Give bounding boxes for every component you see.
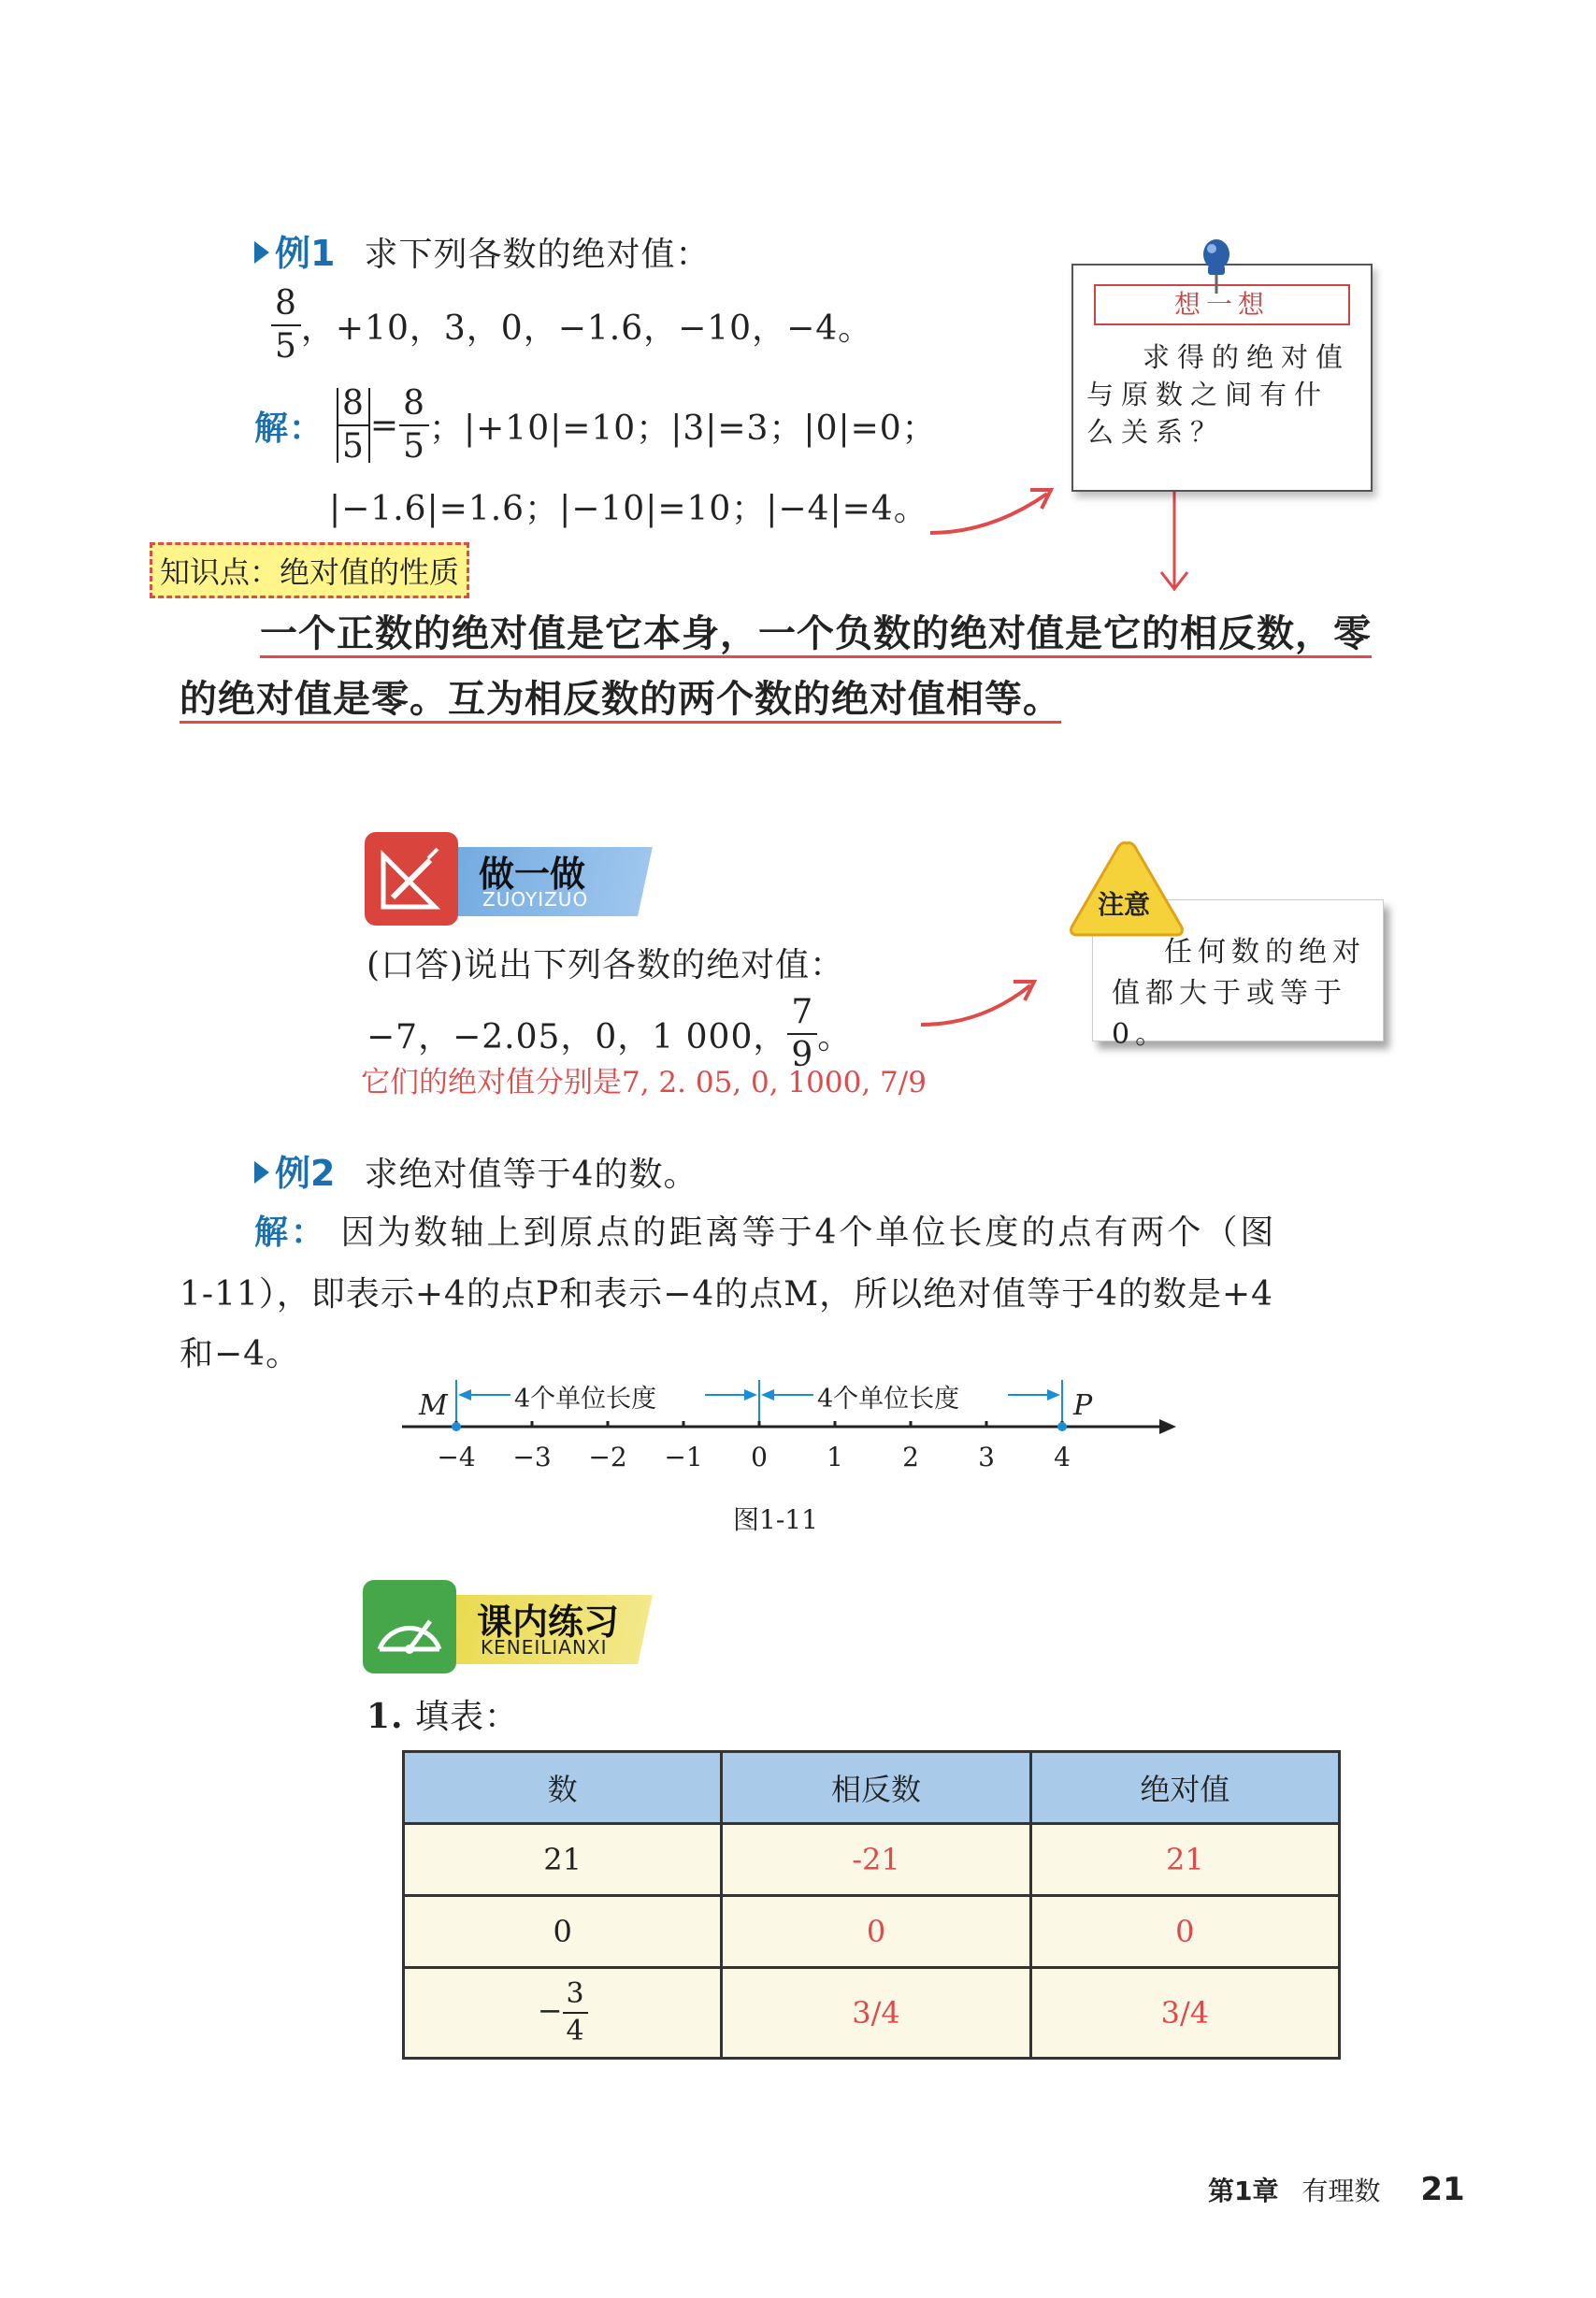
tick-label: 2 [902,1442,919,1472]
do-it-banner [365,840,645,912]
example1-question: 求下列各数的绝对值： [364,236,711,274]
header-opposite: 相反数 [722,1752,1030,1824]
practice-title: 课内练习 [477,1601,620,1643]
think-note-body: 求得的绝对值与原数之间有什么关系？ [1086,341,1351,448]
example2-question: 求绝对值等于4的数。 [364,1156,698,1194]
left-span-label: 4个单位长度 [514,1385,657,1414]
example2-label: 例2 [254,1153,335,1194]
header-absolute: 绝对值 [1030,1752,1339,1824]
tick-label: 3 [978,1442,995,1472]
triangle-marker-icon [254,1161,269,1184]
triangle-marker-icon [254,241,269,264]
fraction-7-9: $\frac{7}{9}$ [787,996,817,1072]
example2-solution-line3: 和−4。 [180,1335,301,1373]
practice-item: 1. 填表： [367,1697,520,1736]
do-it-subtitle: ZUOYIZUO [482,888,589,911]
header-number: 数 [404,1752,722,1824]
practice-table [402,1750,1341,2060]
attention-title: 注意 [1098,889,1151,920]
tick-label: −4 [437,1442,476,1472]
fraction-8-5-abs: $\frac{8}{5}$ [338,387,368,464]
cell-absolute-answer[interactable]: 0 [1030,1896,1339,1968]
point-p-label: P [1073,1389,1093,1422]
attention-body: 任何数的绝对值都大于或等于0。 [1112,936,1366,1051]
do-it-handwritten-answer: 它们的绝对值分别是7, 2. 05, 0, 1000, 7/9 [361,1066,927,1099]
table-row [404,1968,1340,2059]
annotation-arrow-icon [926,477,1066,542]
chapter-number: 第1章 [1208,2176,1279,2206]
example1-label: 例1 [254,233,335,274]
practice-banner [363,1587,645,1660]
fraction-8-5: $\frac{8}{5}$ [271,287,301,364]
figure-caption: 图1-11 [733,1504,818,1535]
example2-solution-line1: 解： 因为数轴上到原点的距离等于4个单位长度的点有两个（图 [254,1214,1277,1252]
tick-label: 0 [751,1442,768,1472]
example1-numbers: $\frac{8}{5}$ ，+10，3，0，−1.6，−10，−4。 [271,288,872,363]
annotation-arrow-icon [916,972,1047,1038]
practice-subtitle: KENEILIANXI [481,1636,608,1659]
tick-label: −1 [664,1442,703,1472]
cell-number: 21 [404,1824,722,1896]
think-note-title: 想一想 [1094,284,1350,325]
knowledge-point-line2: 的绝对值是零。互为相反数的两个数的绝对值相等。 [180,669,1061,723]
example1-heading [254,224,711,276]
knowledge-point-line1: 一个正数的绝对值是它本身，一个负数的绝对值是它的相反数，零 [260,604,1372,657]
solution-label: 解： [254,409,324,448]
table-row [404,1896,1340,1968]
example2-solution-line2: 1-11），即表示+4的点P和表示−4的点M，所以绝对值等于4的数是+4 [180,1275,1274,1314]
point-m-dot [452,1422,461,1431]
page-number: 21 [1420,2171,1465,2208]
cell-number: 0 [404,1896,722,1968]
point-p-dot [1057,1422,1067,1431]
example2-heading [254,1144,697,1196]
protractor-icon [363,1580,456,1673]
cell-absolute-answer[interactable]: 3/4 [1030,1968,1339,2059]
point-m-label: M [419,1389,448,1422]
fraction-8-5-result: $\frac{8}{5}$ [399,387,429,464]
tick-label: −3 [512,1442,552,1472]
cell-opposite-answer[interactable]: -21 [722,1824,1030,1896]
cell-opposite-answer[interactable]: 3/4 [722,1968,1030,2059]
tick-label: 1 [827,1442,843,1472]
tick-label: −2 [588,1442,627,1472]
do-it-numbers: −7，−2.05，0，1 000， $\frac{7}{9}$ 。 [367,993,853,1074]
ruler-triangle-icon [365,832,458,926]
example1-solution-line2: |−1.6|=1.6；|−10|=10；|−4|=4。 [329,490,928,528]
knowledge-point-tag: 知识点：绝对值的性质 [150,542,469,598]
chapter-name: 有理数 [1301,2176,1381,2206]
right-span-label: 4个单位长度 [817,1385,960,1414]
down-arrow-icon [1156,486,1193,598]
do-it-prompt: (口答)说出下列各数的绝对值： [367,946,845,984]
cell-number: − $\frac{3}{4}$ [404,1968,722,2059]
tick-label: 4 [1054,1442,1071,1472]
pushpin-icon [1193,236,1240,301]
page-footer [1208,2171,1465,2208]
cell-absolute-answer[interactable]: 21 [1030,1824,1339,1896]
cell-opposite-answer[interactable]: 0 [722,1896,1030,1968]
table-row [404,1824,1340,1896]
do-it-title: 做一做 [479,854,586,895]
example1-solution-line1: 解： $\frac{8}{5}$ = $\frac{8}{5}$ ；|+10|=10；|3|=3；|0|=0； [254,384,937,466]
